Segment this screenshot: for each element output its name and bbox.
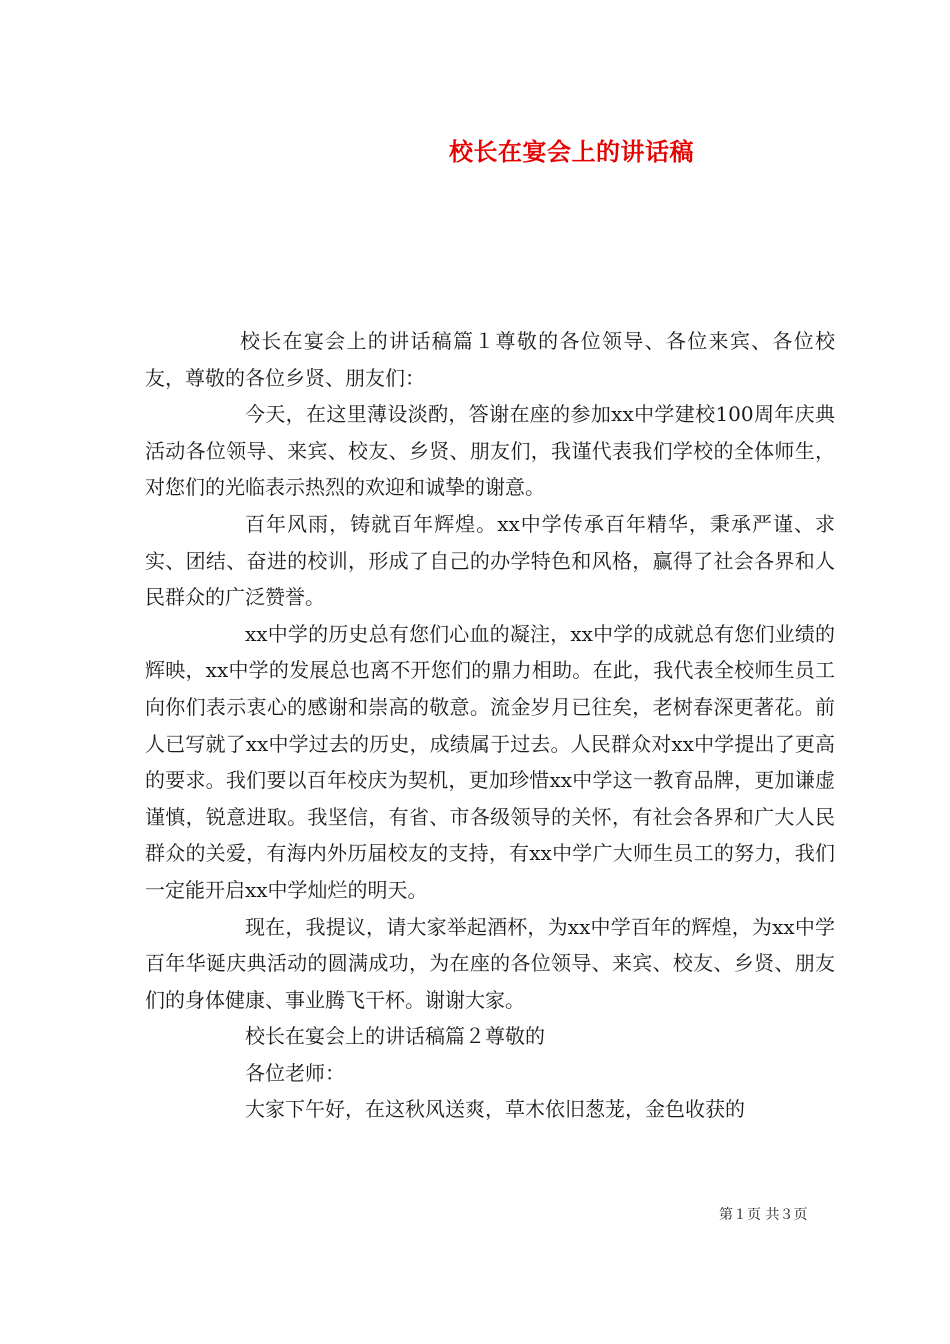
paragraph-3: 百年风雨，铸就百年辉煌。xx中学传承百年精华，秉承严谨、求实、团结、奋进的校训，形成了自己的办学特色和风格，赢得了社会各界和人民群众的广泛赞誉。	[145, 511, 835, 610]
paragraph-6: 校长在宴会上的讲话稿篇２尊敬的	[245, 1024, 545, 1049]
paragraph-4: xx中学的历史总有您们心血的凝注，xx中学的成就总有您们业绩的辉映，xx中学的发展总也离不开您们的鼎力相助。在此，我代表全校师生员工向你们表示衷心的感谢和崇高的敬意。流金岁月已往矣，老树春深更著花。前人已写就了xx中学过去的历史，成绩属于过去。人民群众对xx中学提出了更高的要求。我们要以百年校庆为契机，更加珍惜xx中学这一教育品牌，更加谦虚谨慎，锐意进取。我坚信，有省、市各级领导的关怀，有社会各界和广大人民群众的关爱，有海内外历届校友的支持，有xx中学广大师生员工的努力，我们一定能开启xx中学灿烂的明天。	[145, 621, 835, 902]
paragraph-7: 各位老师：	[245, 1060, 345, 1085]
paragraph-8: 大家下午好，在这秋风送爽，草木依旧葱茏，金色收获的	[245, 1097, 745, 1122]
paragraph-2: 今天，在这里薄设淡酌，答谢在座的参加xx中学建校100周年庆典活动各位领导、来宾、校友、乡贤、朋友们，我谨代表我们学校的全体师生，对您们的光临表示热烈的欢迎和诚挚的谢意。	[145, 402, 835, 500]
page-title: 校长在宴会上的讲话稿	[449, 137, 694, 166]
page-footer: 第１页 共３页	[719, 1207, 808, 1223]
paragraph-1: 校长在宴会上的讲话稿篇１尊敬的各位领导、各位来宾、各位校友，尊敬的各位乡贤、朋友们：	[145, 329, 835, 390]
document-body	[145, 323, 835, 1128]
paragraph-5: 现在，我提议，请大家举起酒杯，为xx中学百年的辉煌，为xx中学百年华诞庆典活动的圆满成功，为在座的各位领导、来宾、校友、乡贤、朋友们的身体健康、事业腾飞干杯。谢谢大家。	[145, 914, 835, 1012]
